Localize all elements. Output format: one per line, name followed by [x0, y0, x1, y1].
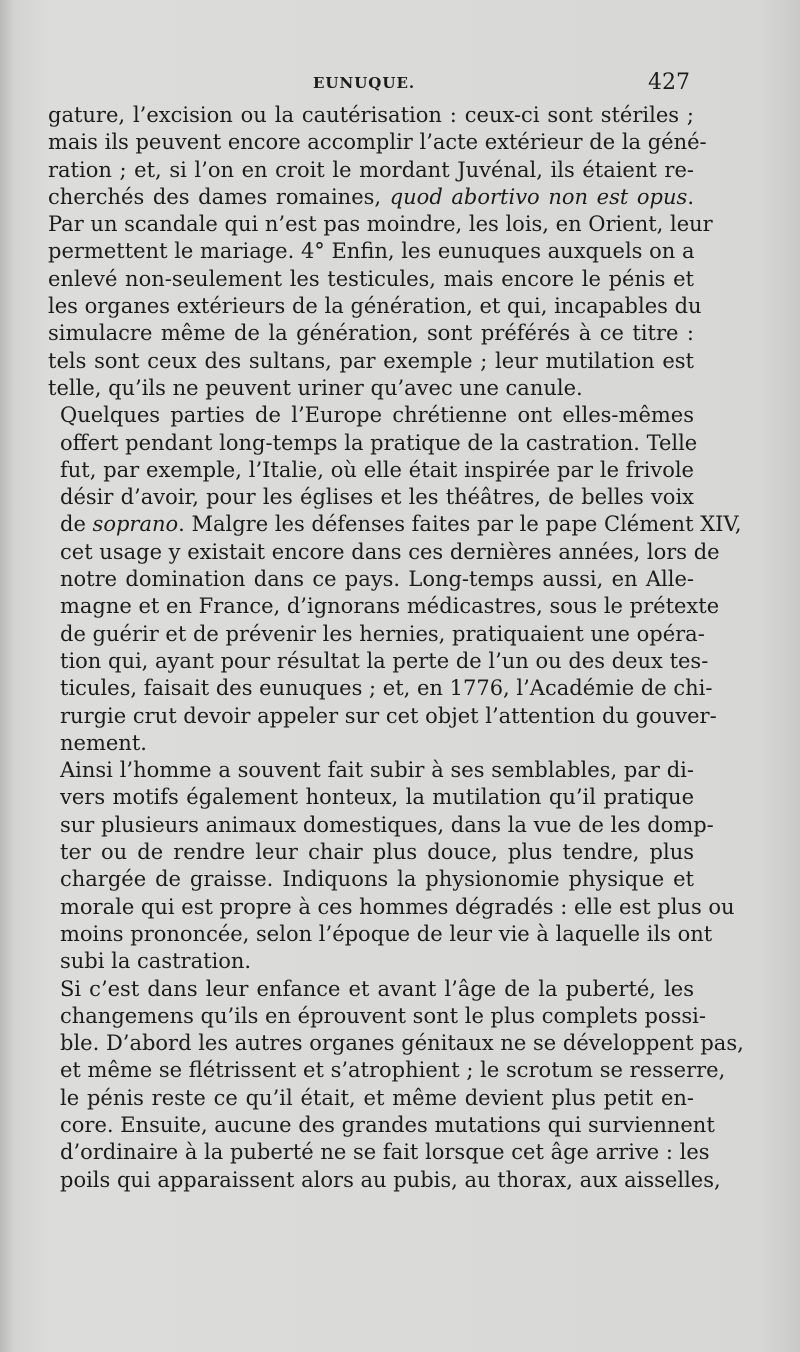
italic-phrase: soprano	[92, 512, 179, 537]
text-line: fut, par exemple, l’Italie, où elle était inspirée par le frivole	[60, 457, 694, 482]
text-line: Par un scandale qui n’est pas moindre, les lois, en Orient, leur	[48, 212, 713, 237]
paragraph	[48, 976, 744, 1194]
text-line: nement.	[60, 730, 147, 755]
text-line: ration ; et, si l’on en croit le mordant Juvénal, ils étaient re-	[48, 157, 694, 182]
text-line: offert pendant long-temps la pratique de la castration. Telle	[60, 430, 698, 455]
paragraph	[48, 757, 735, 975]
text-line: chargée de graisse. Indiquons la physionomie physique et	[60, 867, 694, 892]
text-line: notre domination dans ce pays. Long-temps aussi, en Alle-	[60, 567, 694, 592]
text-line: core. Ensuite, aucune des grandes mutations qui surviennent	[60, 1112, 715, 1137]
text-line: simulacre même de la génération, sont préférés à ce titre :	[48, 321, 694, 346]
text-line: moins prononcée, selon l’époque de leur vie à laquelle ils ont	[60, 921, 713, 946]
text-line: cet usage y existait encore dans ces dernières années, lors de	[60, 539, 720, 564]
book-page	[48, 68, 744, 1194]
running-head	[48, 68, 694, 102]
paragraph	[48, 402, 742, 757]
running-title: EUNUQUE.	[313, 74, 416, 92]
text-line: de guérir et de prévenir les hernies, pratiquaient une opéra-	[60, 621, 705, 646]
text-line: morale qui est propre à ces hommes dégradés : elle est plus ou	[60, 894, 735, 919]
text-line: Si c’est dans leur enfance et avant l’âge de la puberté, les	[60, 976, 694, 1001]
text-line: rurgie crut devoir appeler sur cet objet l’attention du gouver-	[60, 703, 717, 728]
text-line: gature, l’excision ou la cautérisation : ceux-ci sont stériles ;	[48, 103, 694, 127]
text-line: ticules, faisait des eunuques ; et, en 1776, l’Académie de chi-	[60, 676, 713, 701]
text-line: magne et en France, d’ignorans médicastres, sous le prétexte	[60, 594, 720, 619]
text-line: tion qui, ayant pour résultat la perte de l’un ou des deux tes-	[60, 648, 709, 673]
text-line: de soprano. Malgre les défenses faites par le pape Clément XIV,	[60, 512, 742, 537]
text-line: Ainsi l’homme a souvent fait subir à ses semblables, par di-	[60, 758, 694, 783]
text-line: mais ils peuvent encore accomplir l’acte extérieur de la géné-	[48, 130, 707, 155]
text-line: désir d’avoir, pour les églises et les théâtres, de belles voix	[60, 485, 694, 510]
text-line: le pénis reste ce qu’il était, et même devient plus petit en-	[60, 1085, 694, 1110]
text-line: vers motifs également honteux, la mutilation qu’il pratique	[60, 785, 694, 810]
text-line: tels sont ceux des sultans, par exemple ; leur mutilation est	[48, 348, 694, 373]
text-body	[48, 102, 744, 1194]
text-line: permettent le mariage. 4° Enfin, les eunuques auxquels on a	[48, 239, 695, 264]
text-line: ble. D’abord les autres organes génitaux ne se développent pas,	[60, 1031, 744, 1056]
text-line: subi la castration.	[60, 949, 252, 974]
text-line: telle, qu’ils ne peuvent uriner qu’avec une canule.	[48, 375, 583, 400]
text-line: cherchés des dames romaines, quod abortivo non est opus.	[48, 184, 694, 209]
paragraph	[48, 102, 713, 402]
text-line: Quelques parties de l’Europe chrétienne ont elles-mêmes	[60, 403, 694, 428]
text-line: d’ordinaire à la puberté ne se fait lorsque cet âge arrive : les	[60, 1140, 710, 1165]
page-number: 427	[648, 70, 690, 95]
text-line: changemens qu’ils en éprouvent sont le plus complets possi-	[60, 1003, 706, 1028]
text-line: sur plusieurs animaux domestiques, dans la vue de les domp-	[60, 812, 714, 837]
text-line: et même se flétrissent et s’atrophient ; le scrotum se resserre,	[60, 1058, 726, 1083]
text-line: poils qui apparaissent alors au pubis, au thorax, aux aisselles,	[60, 1167, 721, 1192]
text-line: les organes extérieurs de la génération, et qui, incapables du	[48, 294, 702, 319]
text-line: ter ou de rendre leur chair plus douce, plus tendre, plus	[60, 840, 694, 865]
italic-phrase: quod abortivo non est opus	[389, 184, 688, 209]
text-line: enlevé non-seulement les testicules, mais encore le pénis et	[48, 266, 694, 291]
